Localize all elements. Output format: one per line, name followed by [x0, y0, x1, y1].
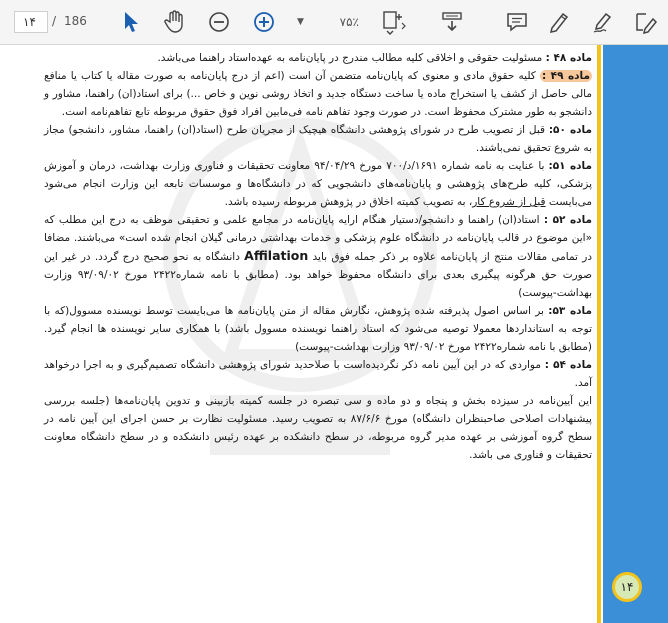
edit-icon[interactable] — [630, 8, 660, 36]
article-54: ماده ۵۴ : مواردی که در این آیین نامه ذکر نگردیده‌است با صلاحدید شورای پژوهشی دانشگاه تصمیم‌گیری و به اجرا درخواهد آمد. — [44, 359, 593, 389]
article-53: ماده ۵۳: بر اساس اصول پذیرفته شده پژوهش، نگارش مقاله از متن پایان‌نامه ها می‌بایست توسط نویسنده مسوول(که با توجه به استانداردها معمولا توصیه می‌شود که استاد راهنما نویسنده مسوول باشد) با همکاری سایر نویسنده ها انجام گیرد. (مطابق با نامه شماره۲۴۲۲ مورخ ۹۳/۰۹/۰۲ وزارت بهداشت-پیوست) — [44, 305, 592, 353]
chevron-down-icon: ▼ — [297, 17, 304, 27]
sign-icon[interactable] — [590, 8, 618, 36]
article-51: ماده ۵۱: با عنایت به نامه شماره ۱۶۹۱/د/۷۰۰ مورخ ۹۴/۰۴/۲۹ معاونت تحقیقات و فناوری وزارت بهداشت، درمان و آموزش پزشکی، کلیه طرح‌های پژوهشی و پایان‌نامه‌های دانشجویی که در دانشگاه‌ها و موسسات تابعه این وزارت انجام می‌شود می‌بایست قبل از شروع کار، به تصویب کمیته اخلاق در پژوهش مربوطه رسیده باشد. — [44, 160, 592, 208]
page-separator: / — [52, 14, 57, 28]
page-margin-strip — [602, 45, 668, 623]
closing-paragraph: این آیین‌نامه در سیزده بخش و پنجاه و دو ماده و سی تبصره در جلسه کمیته بازبینی و تدوین پایان‌نامه‌ها (جلسه بررسی پیشنهادات اصلاحی صاحبنظران دانشگاه) مورخ ۸۷/۶/۶ به تصویب رسید. مسئولیت نظارت بر حسن اجرای این آیین نامه در سطح گروه آموزشی بر عهده مدیر گروه مربوطه، در سطح دانشکده بر عهده رئیس دانشکده و در سطح دانشگاه معاونت تحقیقات و فناوری می باشد. — [44, 395, 592, 461]
page-number-badge: ۱۴ — [612, 572, 642, 602]
fit-page-icon[interactable] — [378, 8, 410, 36]
zoom-select[interactable] — [297, 11, 359, 33]
scroll-mode-icon[interactable] — [436, 8, 468, 36]
article-48: ماده ۴۸ : مسئولیت حقوقی و اخلاقی کلیه مطالب مندرج در پایان‌نامه به عهده‌استاد راهنما می‌باشد. — [157, 52, 592, 64]
article-50: ماده ۵۰: قبل از تصویب طرح در شورای پژوهشی دانشگاه هیچیک از مجریان طرح (استاد(ان) راهنما، مشاور، دانشجو) مجاز به شروع تحقیق نمی‌باشند. — [44, 124, 593, 154]
page-border-line — [597, 45, 601, 623]
document-page — [0, 45, 603, 623]
zoom-in-icon[interactable] — [249, 8, 279, 36]
total-pages: 186 — [64, 14, 87, 28]
document-text — [44, 49, 592, 464]
zoom-value: ۷۵٪ — [339, 15, 359, 29]
cursor-icon[interactable] — [118, 8, 144, 36]
zoom-out-icon[interactable] — [204, 8, 234, 36]
toolbar — [0, 0, 668, 45]
highlight-pen-icon[interactable] — [545, 8, 573, 36]
article-49: ماده ۴۹ : کلیه حقوق مادی و معنوی که پایان‌نامه متضمن آن است (اعم از درج پایان‌نامه به صورت مقاله یا کتاب یا منافع مالی حاصل از کشف یا استخراج ماده یا ساخت دستگاه جدید و اتخاذ روشی نوین و خاص ...) برای استاد(ان) راهنما، مشاور و دانشجو به طور مشترک محفوظ است. در صورت وجود تفاهم نامه فی‌مابین افراد فوق حقوق مربوطه تابع تفاهم‌نامه است. — [44, 70, 592, 118]
page-number-input[interactable]: ۱۴ — [14, 11, 48, 33]
comment-icon[interactable] — [503, 8, 531, 36]
article-52: ماده ۵۲ : استاد(ان) راهنما و دانشجو/دستیار هنگام ارایه پایان‌نامه در مجامع علمی و تحقیقی موظف به درج این مطلب که «این موضوع در قالب پایان‌نامه در دانشگاه علوم پزشکی و خدمات بهداشتی درمانی گیلان انجام شده است» می‌باشند. مضافا در تمامی مقالات منتج از پایان‌نامه علاوه بر ذکر جمله فوق باید Affilation دانشگاه به نحو صحیح درج گردد. در غیر این صورت حق هرگونه پیگیری بعدی برای دانشگاه محفوظ خواهد بود. (مطابق با نامه شماره۲۴۲۲ مورخ ۹۳/۰۹/۰۲ وزارت بهداشت-پیوست) — [44, 214, 593, 299]
hand-icon[interactable] — [160, 8, 190, 36]
